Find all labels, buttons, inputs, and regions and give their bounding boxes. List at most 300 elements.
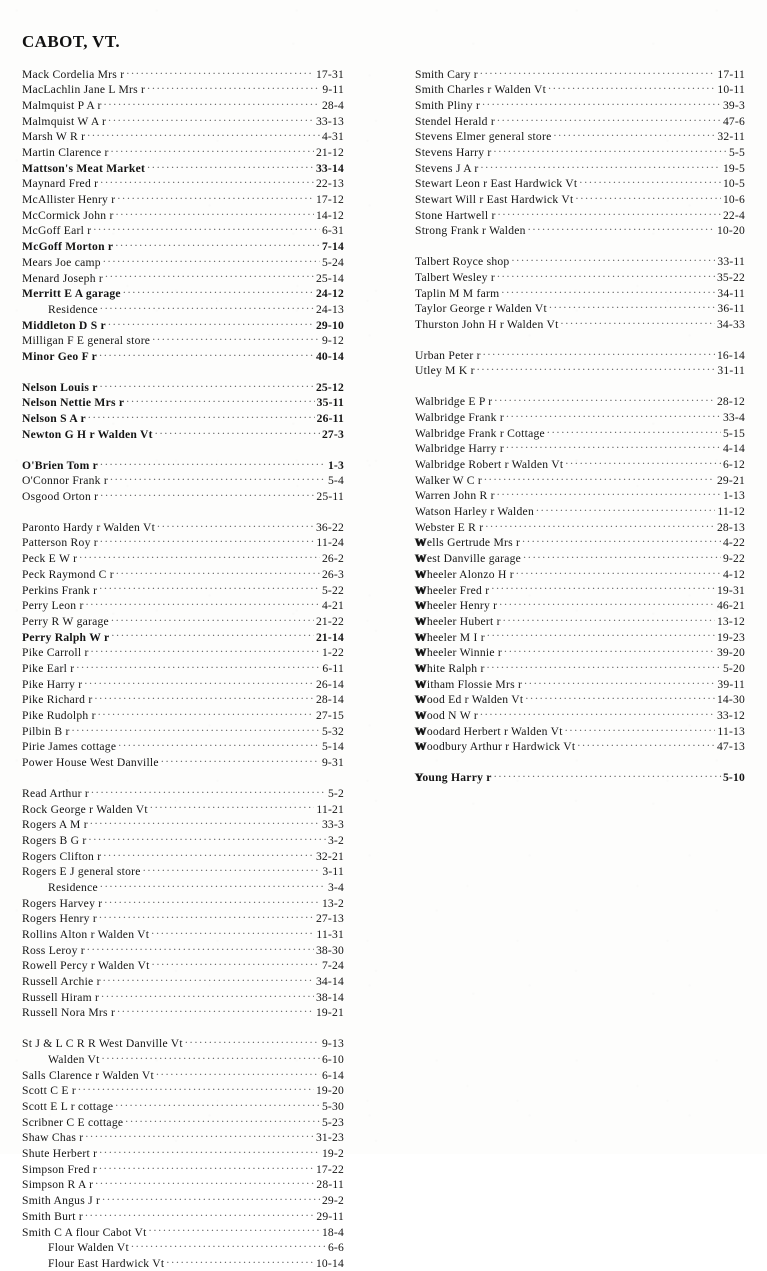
- dot-leader: [482, 97, 721, 109]
- phone-number: 13-12: [716, 614, 745, 628]
- subscriber-name: Newton G H r Walden Vt: [22, 427, 153, 441]
- subscriber-name: Perry Leon r: [22, 599, 84, 613]
- letter-group-separator: [22, 1021, 344, 1036]
- subscriber-name: Woodard Herbert r Walden Vt: [415, 724, 563, 738]
- phone-number: 21-12: [315, 146, 344, 160]
- phone-number: 17-11: [717, 67, 745, 81]
- subscriber-name: Shute Herbert r: [22, 1147, 98, 1161]
- directory-entry: [22, 1255, 344, 1271]
- phone-number: 28-14: [315, 693, 344, 707]
- subscriber-name: Flour East Hardwick Vt: [48, 1256, 165, 1270]
- subscriber-name: Pilbin B r: [22, 724, 70, 738]
- phone-number: 5-30: [321, 1100, 344, 1113]
- directory-entry: [415, 176, 745, 192]
- subscriber-name: Wheeler Alonzo H r: [415, 567, 514, 581]
- dot-leader: [125, 1114, 320, 1126]
- phone-number: 17-31: [315, 67, 344, 81]
- directory-entry: [415, 394, 745, 410]
- phone-number: 39-11: [717, 677, 745, 691]
- subscriber-name: Pike Harry r: [22, 677, 83, 691]
- phone-number: 19-2: [321, 1147, 344, 1161]
- subscriber-name: Walbridge Robert r Walden Vt: [415, 458, 564, 471]
- directory-entry: [22, 301, 344, 317]
- subscriber-name: Perry Ralph W r: [22, 630, 110, 644]
- dot-leader: [102, 1193, 320, 1205]
- subscriber-name: St J & L C R R West Danville Vt: [22, 1037, 183, 1051]
- dot-leader: [123, 286, 314, 298]
- directory-entry: [22, 692, 344, 708]
- letter-group-separator: [22, 504, 344, 519]
- subscriber-name: Young Harry r: [415, 771, 492, 785]
- subscriber-name: Osgood Orton r: [22, 489, 99, 503]
- letter-group-separator: [22, 364, 344, 379]
- subscriber-name: Pike Carroll r: [22, 646, 89, 660]
- subscriber-name: Stevens Harry r: [415, 146, 492, 160]
- directory-entry: [22, 942, 344, 958]
- subscriber-name: Salls Clarence r Walden Vt: [22, 1068, 154, 1082]
- subscriber-name: Rogers A M r: [22, 818, 88, 832]
- phone-number: 4-21: [321, 599, 344, 613]
- phone-number: 33-3: [321, 818, 344, 832]
- phone-number: 4-12: [722, 567, 745, 581]
- dot-leader: [100, 176, 314, 188]
- subscriber-name: Pike Earl r: [22, 661, 75, 675]
- directory-entry: [22, 801, 344, 817]
- subscriber-name: Rogers Clifton r: [22, 849, 102, 863]
- dot-leader: [90, 817, 320, 829]
- dot-leader: [103, 254, 320, 266]
- subscriber-name: Utley M K r: [415, 364, 475, 378]
- phone-number: 27-15: [315, 709, 344, 722]
- directory-entry: [22, 785, 344, 801]
- phone-number: 4-14: [722, 442, 745, 456]
- phone-number: 13-2: [321, 896, 344, 910]
- phone-number: 11-31: [316, 928, 344, 942]
- directory-entry: [22, 1208, 344, 1224]
- phone-number: 4-22: [722, 536, 745, 550]
- subscriber-name: Walden Vt: [48, 1052, 100, 1066]
- subscriber-name: Smith Burt r: [22, 1209, 83, 1223]
- phone-number: 1-13: [722, 489, 745, 503]
- directory-entry: [415, 363, 745, 379]
- dot-leader: [76, 660, 320, 672]
- dot-leader: [494, 394, 715, 406]
- directory-entry: [22, 1130, 344, 1146]
- subscriber-name: Power House West Danville: [22, 756, 159, 770]
- directory-entry: [22, 1145, 344, 1161]
- dot-leader: [111, 144, 314, 156]
- directory-entry: [415, 97, 745, 113]
- phone-number: 35-22: [716, 270, 745, 284]
- phone-number: 24-13: [315, 302, 344, 316]
- subscriber-name: Rock George r Walden Vt: [22, 802, 148, 816]
- letter-group-separator: [415, 379, 745, 394]
- phone-number: 9-11: [322, 83, 344, 97]
- directory-entry: [415, 566, 745, 582]
- subscriber-name: Pike Richard r: [22, 693, 93, 707]
- letter-group-separator: [415, 332, 745, 347]
- phone-number: 46-21: [716, 599, 745, 613]
- phone-number: 5-23: [321, 1115, 344, 1129]
- directory-entry: [22, 1177, 344, 1193]
- dot-leader: [99, 582, 320, 594]
- subscriber-name: Malmquist W A r: [22, 114, 107, 128]
- directory-entry: [415, 254, 745, 270]
- phone-number: 38-30: [315, 943, 344, 957]
- dot-leader: [100, 535, 314, 547]
- directory-entry: [22, 832, 344, 848]
- phone-number: 26-3: [321, 567, 344, 581]
- dot-leader: [565, 456, 721, 468]
- subscriber-name: Mack Cordelia Mrs r: [22, 67, 125, 81]
- subscriber-name: West Danville garage: [415, 552, 522, 566]
- dot-leader: [536, 503, 715, 515]
- directory-entry: [415, 582, 745, 598]
- directory-entry: [22, 582, 344, 598]
- subscriber-name: Perry R W garage: [22, 614, 109, 628]
- dot-leader: [115, 1098, 320, 1110]
- subscriber-name: Stewart Will r East Hardwick Vt: [415, 193, 574, 207]
- subscriber-name: Malmquist P A r: [22, 98, 102, 112]
- subscriber-name: Strong Frank r Walden: [415, 224, 526, 238]
- dot-leader: [522, 535, 721, 547]
- directory-column-right: [415, 66, 745, 785]
- dot-leader: [156, 1067, 320, 1079]
- directory-entry: [415, 223, 745, 239]
- dot-leader: [110, 473, 326, 485]
- directory-entry: [415, 723, 745, 739]
- dot-leader: [100, 301, 314, 313]
- phone-number: 29-21: [716, 473, 745, 487]
- directory-entry: [415, 82, 745, 98]
- directory-entry: [22, 66, 344, 82]
- phone-number: 33-11: [717, 255, 745, 269]
- phone-number: 10-6: [722, 193, 745, 207]
- subscriber-name: Stendel Herald r: [415, 114, 495, 128]
- subscriber-name: Rowell Percy r Walden Vt: [22, 959, 150, 973]
- subscriber-name: Pike Rudolph r: [22, 709, 96, 722]
- directory-entry: [415, 409, 745, 425]
- dot-leader: [157, 519, 314, 531]
- subscriber-name: Walbridge Frank r: [415, 410, 504, 424]
- directory-entry: [415, 285, 745, 301]
- subscriber-name: Merritt E A garage: [22, 287, 121, 301]
- phone-number: 26-11: [316, 412, 344, 426]
- dot-leader: [549, 301, 715, 313]
- phone-number: 28-12: [716, 395, 745, 409]
- dot-leader: [99, 911, 314, 923]
- directory-entry: [22, 958, 344, 974]
- directory-entry: [415, 456, 745, 472]
- phone-number: 39-20: [716, 646, 745, 660]
- subscriber-name: Wheeler Hubert r: [415, 614, 501, 628]
- subscriber-name: Russell Archie r: [22, 975, 101, 989]
- directory-entry: [415, 160, 745, 176]
- dot-leader: [105, 270, 314, 282]
- subscriber-name: Simpson R A r: [22, 1178, 94, 1192]
- phone-number: 22-13: [315, 177, 344, 191]
- directory-entry: [415, 519, 745, 535]
- phone-number: 33-14: [315, 161, 344, 175]
- directory-entry: [415, 535, 745, 551]
- phone-number: 33-12: [716, 709, 745, 722]
- directory-entry: [22, 895, 344, 911]
- directory-entry: [22, 723, 344, 739]
- subscriber-name: Mears Joe camp: [22, 255, 101, 269]
- phone-number: 1-3: [327, 458, 344, 472]
- directory-entry: [22, 1051, 344, 1067]
- directory-entry: [415, 692, 745, 708]
- dot-leader: [528, 223, 715, 235]
- directory-entry: [22, 113, 344, 129]
- directory-entry: [415, 739, 745, 755]
- subscriber-name: Nelson Nettie Mrs r: [22, 396, 125, 410]
- subscriber-name: Talbert Wesley r: [415, 270, 495, 284]
- dot-leader: [91, 785, 326, 797]
- directory-entry: [22, 129, 344, 145]
- phone-number: 29-2: [321, 1194, 344, 1208]
- subscriber-name: McCormick John r: [22, 208, 114, 222]
- dot-leader: [151, 926, 314, 938]
- directory-entry: [22, 395, 344, 411]
- directory-entry: [22, 1005, 344, 1021]
- subscriber-name: Smith Pliny r: [415, 98, 481, 112]
- subscriber-name: Milligan F E general store: [22, 334, 151, 348]
- directory-entry: [415, 192, 745, 208]
- subscriber-name: Russell Nora Mrs r: [22, 1006, 116, 1020]
- subscriber-name: Smith Cary r: [415, 67, 478, 81]
- directory-entry: [22, 1098, 344, 1114]
- subscriber-name: Minor Geo F r: [22, 349, 98, 363]
- directory-entry: [415, 347, 745, 363]
- directory-entry: [22, 739, 344, 755]
- phone-number: 27-13: [315, 912, 344, 926]
- phone-number: 31-23: [315, 1131, 344, 1145]
- dot-leader: [547, 425, 721, 437]
- subscriber-name: Smith C A flour Cabot Vt: [22, 1225, 147, 1239]
- directory-entry: [22, 317, 344, 333]
- directory-entry: [415, 613, 745, 629]
- directory-entry: [22, 82, 344, 98]
- directory-entry: [22, 676, 344, 692]
- subscriber-name: Martin Clarence r: [22, 146, 109, 160]
- subscriber-name: Shaw Chas r: [22, 1131, 84, 1145]
- phone-number: 10-14: [315, 1256, 344, 1270]
- directory-entry: [22, 286, 344, 302]
- dot-leader: [108, 317, 314, 329]
- directory-entry: [415, 129, 745, 145]
- phone-number: 19-21: [315, 1006, 344, 1020]
- directory-entry: [22, 911, 344, 927]
- subscriber-name: Urban Peter r: [415, 348, 481, 362]
- phone-number: 34-11: [717, 286, 745, 300]
- phone-number: 9-12: [321, 334, 344, 348]
- dot-leader: [95, 1177, 314, 1189]
- phone-number: 25-11: [316, 489, 344, 503]
- dot-leader: [100, 379, 314, 391]
- directory-entry: [415, 770, 745, 786]
- directory-entry: [22, 926, 344, 942]
- directory-entry: [22, 629, 344, 645]
- phone-number: 6-14: [321, 1068, 344, 1082]
- dot-leader: [480, 66, 715, 78]
- dot-leader: [149, 1224, 320, 1236]
- subscriber-name: Talbert Royce shop: [415, 255, 510, 269]
- phone-number: 5-10: [722, 771, 745, 785]
- phone-number: 14-30: [716, 693, 745, 707]
- subscriber-name: Russell Hiram r: [22, 990, 100, 1004]
- dot-leader: [101, 989, 314, 1001]
- dot-leader: [87, 129, 320, 141]
- dot-leader: [131, 1240, 326, 1252]
- directory-entry: [22, 97, 344, 113]
- dot-leader: [84, 676, 314, 688]
- dot-leader: [98, 707, 314, 719]
- directory-entry: [22, 864, 344, 880]
- dot-leader: [143, 864, 321, 876]
- subscriber-name: Scott C E r: [22, 1084, 76, 1098]
- phone-number: 5-5: [728, 146, 745, 160]
- phone-number: 47-13: [716, 740, 745, 754]
- subscriber-name: Walbridge Harry r: [415, 442, 504, 456]
- subscriber-name: Rollins Alton r Walden Vt: [22, 928, 150, 942]
- subscriber-name: Nelson Louis r: [22, 380, 98, 394]
- phone-number: 38-14: [315, 990, 344, 1004]
- directory-entry: [415, 503, 745, 519]
- directory-entry: [22, 1067, 344, 1083]
- dot-leader: [155, 426, 320, 438]
- directory-entry: [22, 176, 344, 192]
- letter-group-separator: [22, 442, 344, 457]
- subscriber-name: Smith Charles r Walden Vt: [415, 83, 547, 97]
- dot-leader: [487, 660, 721, 672]
- subscriber-name: Mattson's Meat Market: [22, 161, 146, 175]
- subscriber-name: Taplin M M farm: [415, 286, 500, 300]
- phone-number: 29-11: [316, 1209, 344, 1223]
- phone-number: 26-2: [321, 552, 344, 566]
- subscriber-name: Ross Leroy r: [22, 943, 85, 957]
- dot-leader: [576, 192, 721, 204]
- dot-leader: [480, 707, 715, 719]
- phone-number: 11-12: [717, 505, 745, 519]
- directory-entry: [22, 879, 344, 895]
- directory-entry: [415, 301, 745, 317]
- directory-entry: [415, 551, 745, 567]
- dot-leader: [484, 472, 715, 484]
- dot-leader: [79, 551, 320, 563]
- dot-leader: [100, 879, 326, 891]
- dot-leader: [166, 1255, 314, 1267]
- phone-number: 40-14: [315, 349, 344, 363]
- directory-entry: [415, 441, 745, 457]
- directory-entry: [22, 254, 344, 270]
- letter-group-separator: [22, 770, 344, 785]
- dot-leader: [85, 1208, 314, 1220]
- phone-number: 29-10: [315, 318, 344, 332]
- subscriber-name: Smith Angus J r: [22, 1194, 101, 1208]
- directory-entry: [22, 488, 344, 504]
- dot-leader: [152, 333, 320, 345]
- phone-number: 6-11: [322, 661, 344, 675]
- dot-leader: [99, 348, 314, 360]
- subscriber-name: Nelson S A r: [22, 412, 86, 426]
- dot-leader: [494, 144, 727, 156]
- directory-entry: [22, 473, 344, 489]
- phone-number: 17-12: [315, 193, 344, 207]
- directory-entry: [22, 379, 344, 395]
- subscriber-name: Taylor George r Walden Vt: [415, 302, 548, 316]
- directory-entry: [22, 645, 344, 661]
- phone-number: 6-6: [327, 1241, 344, 1255]
- directory-entry: [22, 660, 344, 676]
- subscriber-name: Woodbury Arthur r Hardwick Vt: [415, 740, 576, 754]
- dot-leader: [126, 395, 314, 407]
- dot-leader: [561, 316, 715, 328]
- dot-leader: [498, 207, 721, 219]
- dot-leader: [86, 598, 320, 610]
- directory-entry: [415, 66, 745, 82]
- subscriber-name: Warren John R r: [415, 489, 495, 503]
- directory-entry: [415, 676, 745, 692]
- phone-number: 28-4: [321, 98, 344, 112]
- dot-leader: [116, 207, 314, 219]
- directory-entry: [22, 1036, 344, 1052]
- phone-number: 10-20: [716, 224, 745, 238]
- phone-number: 31-11: [717, 364, 745, 378]
- directory-entry: [22, 613, 344, 629]
- phone-number: 47-6: [722, 114, 745, 128]
- subscriber-name: Paronto Hardy r Walden Vt: [22, 520, 156, 534]
- dot-leader: [100, 488, 314, 500]
- subscriber-name: Read Arthur r: [22, 786, 89, 800]
- subscriber-name: Scott E L r cottage: [22, 1100, 114, 1113]
- phone-number: 27-3: [321, 427, 344, 441]
- dot-leader: [116, 566, 320, 578]
- dot-leader: [554, 129, 716, 141]
- phone-number: 5-15: [722, 426, 745, 440]
- directory-entry: [22, 598, 344, 614]
- phone-number: 7-14: [321, 240, 344, 254]
- directory-entry: [22, 270, 344, 286]
- dot-leader: [152, 958, 320, 970]
- subscriber-name: Perkins Frank r: [22, 583, 98, 597]
- subscriber-name: Wheeler M I r: [415, 630, 485, 644]
- dot-leader: [491, 582, 715, 594]
- directory-entry: [22, 160, 344, 176]
- subscriber-name: Wheeler Fred r: [415, 583, 490, 597]
- directory-entry: [415, 316, 745, 332]
- phone-number: 28-11: [316, 1178, 344, 1192]
- subscriber-name: McAllister Henry r: [22, 193, 116, 207]
- directory-entry: [22, 519, 344, 535]
- directory-entry: [415, 425, 745, 441]
- phone-number: 6-10: [321, 1052, 344, 1066]
- dot-leader: [161, 754, 320, 766]
- phone-number: 32-21: [315, 849, 344, 863]
- directory-entry: [22, 535, 344, 551]
- dot-leader: [115, 239, 320, 251]
- dot-leader: [103, 848, 314, 860]
- phone-number: 33-13: [315, 114, 344, 128]
- dot-leader: [93, 223, 320, 235]
- directory-entry: [415, 629, 745, 645]
- directory-entry: [22, 566, 344, 582]
- phone-number: 3-4: [327, 880, 344, 894]
- dot-leader: [548, 82, 715, 94]
- dot-leader: [111, 629, 314, 641]
- directory-entry: [22, 144, 344, 160]
- phone-number: 5-2: [327, 786, 344, 800]
